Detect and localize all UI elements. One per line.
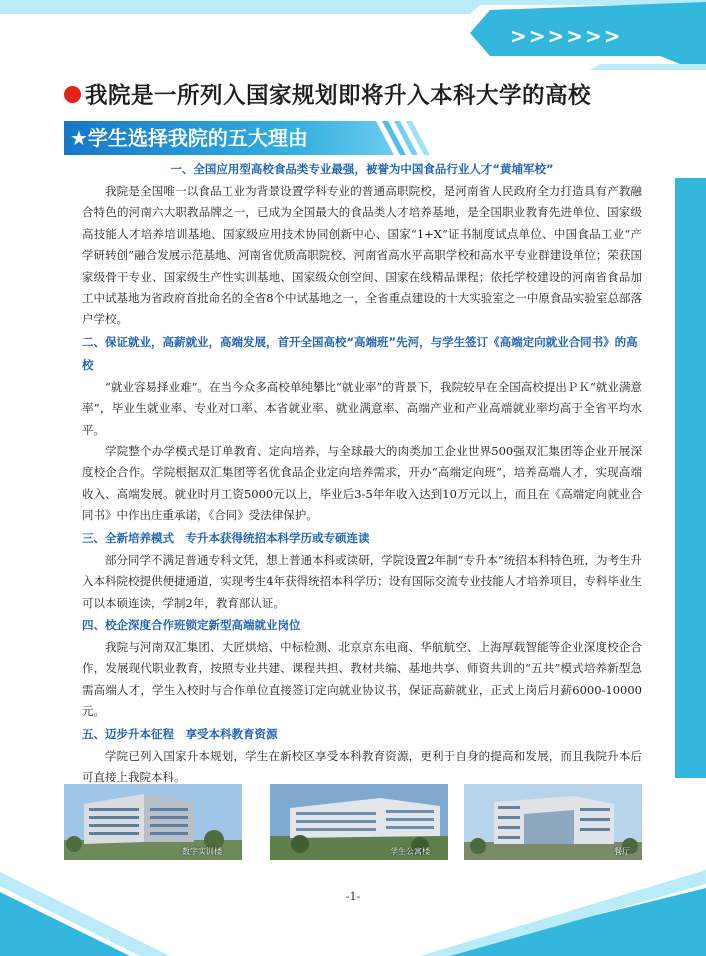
section-heading: 三、全新培养模式 专升本获得统招本科学历或专硕连读 [82, 530, 370, 545]
paragraph: 我院与河南双汇集团、大匠烘焙、中标检测、北京京东电商、华航航空、上海厚载智能等企业深度校企合作，发展现代职业教育，按照专业共建、课程共担、教材共编、基地共享、师资共训的“五共”模式培养新型急需高端人才，学生入校时与合作单位直接签订定向就业协议书，保证高薪就业，正式上岗后月薪6000-10000元。 [82, 639, 642, 719]
banner-title: ★学生选择我院的五大理由 [70, 126, 308, 150]
page-title-text: 我院是一所列入国家规划即将升入本科大学的高校 [85, 83, 592, 109]
page-title [64, 78, 664, 110]
bottom-decor-band [0, 862, 706, 956]
section-heading: 一、全国应用型高校食品类专业最强，被誉为中国食品行业人才“黄埔军校” [170, 162, 554, 176]
red-bullet-icon [64, 86, 81, 103]
paragraph: 学院整个办学模式是订单教育、定向培养，与全球最大的肉类加工企业世界500强双汇集团等企业开展深度校企合作。学院根据双汇集团等名优食品企业定向培养需求，开办“高端定向班”，培养高端人才，实现高端收入、高端发展。就业时月工资5000元以上，毕业后3-5年年收入达到10万元以上，而且在《高端定向就业合同书》中作出庄重承诺，《合同》受法律保护。 [82, 444, 642, 523]
paragraph: “就业容易择业难”。在当今众多高校单纯攀比“就业率”的背景下，我院较早在全国高校提出ＰＫ“就业满意率”，毕业生就业率、专业对口率、本省就业率、就业满意率、高端产业和产业高端就业率均高于全省平均水平。 [82, 379, 642, 437]
campus-photos [64, 784, 640, 864]
right-side-bar [675, 178, 706, 778]
campus-photo [64, 784, 242, 860]
paragraph: 部分同学不满足普通专科文凭，想上普通本科或读研，学院设置2年制“专升本”统招本科特色班，为考生升入本科院校提供便捷通道，实现考生4年获得统招本科学历；设有国际交流专业技能人才培养项目，专科毕业生可以本硕连读，学制2年，教育部认证。 [82, 552, 642, 610]
section-heading: 四、校企深度合作班锁定新型高端就业岗位 [82, 617, 301, 632]
campus-photo [270, 784, 448, 860]
header-arrows: >>>>>> [510, 24, 623, 48]
paragraph: 我院是全国唯一以食品工业为背景设置学科专业的普通高职院校，是河南省人民政府全力打造具有产教融合特色的河南六大职教品牌之一，已成为全国最大的食品类人才培养基地，是全国职业教育先进单位、国家级高技能人才培养培训基地、国家级应用技术协同创新中心、国家“1+X”证书制度试点单位、中国食品工业“产学研转创”融合发展示范基地、河南省优质高职院校、河南省高水平高职学校和高水平专业群建设单位；荣获国家级骨干专业、国家级生产性实训基地、国家级众创空间、国家在线精品课程；依托学校建设的河南省食品加工中试基地为省政府首批命名的全省8个中试基地之一，全省重点建设的十大实验室之一中原食品实验室总部落户学校。 [82, 184, 642, 327]
campus-photo [464, 784, 642, 860]
photo-caption: 学生公寓楼 [390, 847, 430, 856]
section-heading: 二、保证就业，高薪就业，高端发展，首开全国高校“高端班”先河，与学生签订《高端定向就业合同书》的高校 [82, 334, 638, 372]
photo-caption: 餐厅 [614, 847, 630, 856]
article-body [82, 158, 642, 788]
section-heading: 五、迈步升本征程 享受本科教育资源 [82, 726, 278, 741]
paragraph: 学院已列入国家升本规划，学生在新校区享受本科教育资源，更利于自身的提高和发展，而且我院升本后可直接上我院本科。 [82, 748, 642, 784]
page-number: -1- [345, 890, 361, 903]
photo-caption: 数字实训楼 [182, 847, 222, 856]
